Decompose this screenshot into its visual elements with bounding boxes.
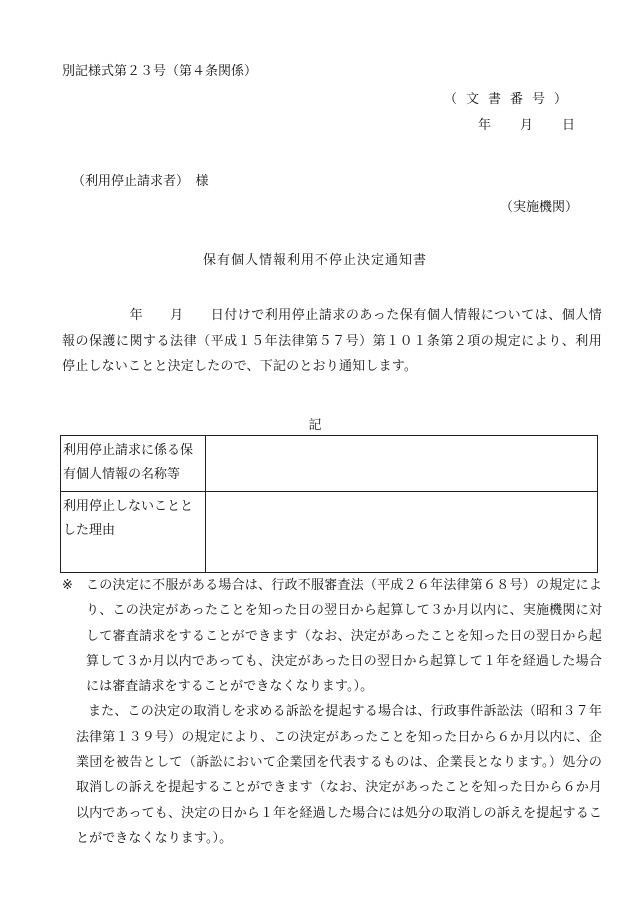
note-mark: ※ (62, 578, 73, 593)
body-paragraph: 年 月 日付けで利用停止請求のあった保有個人情報については、個人情報の保護に関する法律（平成１５年法律第５７号）第１０１条第２項の規定により、利用停止しないことと決定したので、下記のとおり通知します。 (62, 308, 602, 375)
ki-heading: 記 (308, 418, 322, 433)
table-value-info-name (206, 436, 598, 492)
table-label-reason: 利用停止しないこととした理由 (61, 492, 206, 573)
table-value-reason (206, 492, 598, 573)
document-title: 保有個人情報利用不停止決定通知書 (202, 253, 427, 268)
note-lawsuit-text: また、この決定の取消しを求める訴訟を提起する場合は、行政事件訴訟法（昭和３７年法律第１３９号）の規定により、この決定があったことを知った日から６か月以内に、企業団を被告として（訴訟において企業団を代表するものは、企業長となります。）処分の取消しの訴えを提起することができます（なお、決定があったことを知った日から６か月以内であっても、決定の日から１年を経過した場合には処分の取消しの訴えを提起することができなくなります。）。 (76, 704, 602, 846)
table-row (61, 436, 598, 492)
document-number: （文書番号） (443, 92, 576, 107)
requester-name: （利用停止請求者） 様 (72, 174, 209, 189)
notes (62, 573, 602, 851)
info-table (60, 435, 598, 573)
document-date: 年 月 日 (477, 118, 576, 133)
form-number: 別記様式第２３号（第４条関係） (62, 64, 258, 79)
agency-name: （実施機関） (499, 200, 578, 215)
note-appeal-text: この決定に不服がある場合は、行政不服審査法（平成２６年法律第６８号）の規定により、この決定があったことを知った日の翌日から起算して３か月以内に、実施機関に対して審査請求をすることができます（なお、決定があったことを知った日の翌日から起算して３か月以内であっても、決定があった日の翌日から起算して１年を経過した場合には審査請求をすることができなくなります。）。 (86, 578, 602, 695)
table-row (61, 492, 598, 573)
note-appeal (62, 573, 602, 699)
table-label-info-name: 利用停止請求に係る保有個人情報の名称等 (61, 436, 206, 492)
